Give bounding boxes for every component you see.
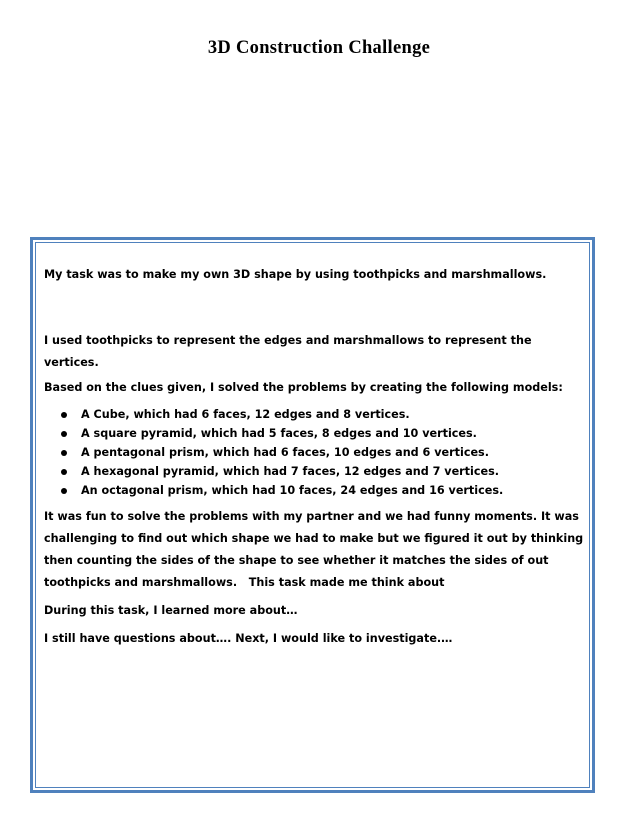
paragraph-questions: I still have questions about…. Next, I would like to investigate.… (44, 632, 453, 645)
bullet-icon (61, 450, 67, 456)
reflection-line-2: challenging to find out which shape we had to make but we figured it out by thinking (44, 532, 584, 545)
paragraph-clues: Based on the clues given, I solved the problems by creating the following models: (44, 381, 563, 394)
list-item-text: A square pyramid, which had 5 faces, 8 edges and 10 vertices. (81, 427, 477, 440)
paragraph-materials: I used toothpicks to represent the edges and marshmallows to represent the vertices. (44, 334, 532, 369)
list-item-text: An octagonal prism, which had 10 faces, 24 edges and 16 vertices. (81, 484, 504, 497)
reflection-line-4: toothpicks and marshmallows. This task made me think about (44, 576, 445, 589)
bullet-icon (61, 488, 67, 494)
list-item (44, 481, 584, 500)
list-item (44, 462, 584, 481)
text-box-content (44, 264, 584, 650)
list-item-text: A pentagonal prism, which had 6 faces, 10 edges and 6 vertices. (81, 446, 489, 459)
paragraph-reflection (44, 506, 584, 594)
list-item (44, 405, 584, 424)
list-item (44, 424, 584, 443)
bullet-icon (61, 412, 67, 418)
bullet-icon (61, 431, 67, 437)
bullet-icon (61, 469, 67, 475)
reflection-line-3: then counting the sides of the shape to see whether it matches the sides of out (44, 554, 549, 567)
reflection-line-1: It was fun to solve the problems with my partner and we had funny moments. It was (44, 510, 579, 523)
list-item (44, 443, 584, 462)
paragraph-task: My task was to make my own 3D shape by using toothpicks and marshmallows. (44, 268, 547, 281)
page-title: 3D Construction Challenge (207, 38, 431, 58)
models-list (44, 405, 584, 500)
list-item-text: A Cube, which had 6 faces, 12 edges and 8 vertices. (81, 408, 410, 421)
list-item-text: A hexagonal pyramid, which had 7 faces, 12 edges and 7 vertices. (81, 465, 499, 478)
paragraph-learned: During this task, I learned more about… (44, 604, 298, 617)
